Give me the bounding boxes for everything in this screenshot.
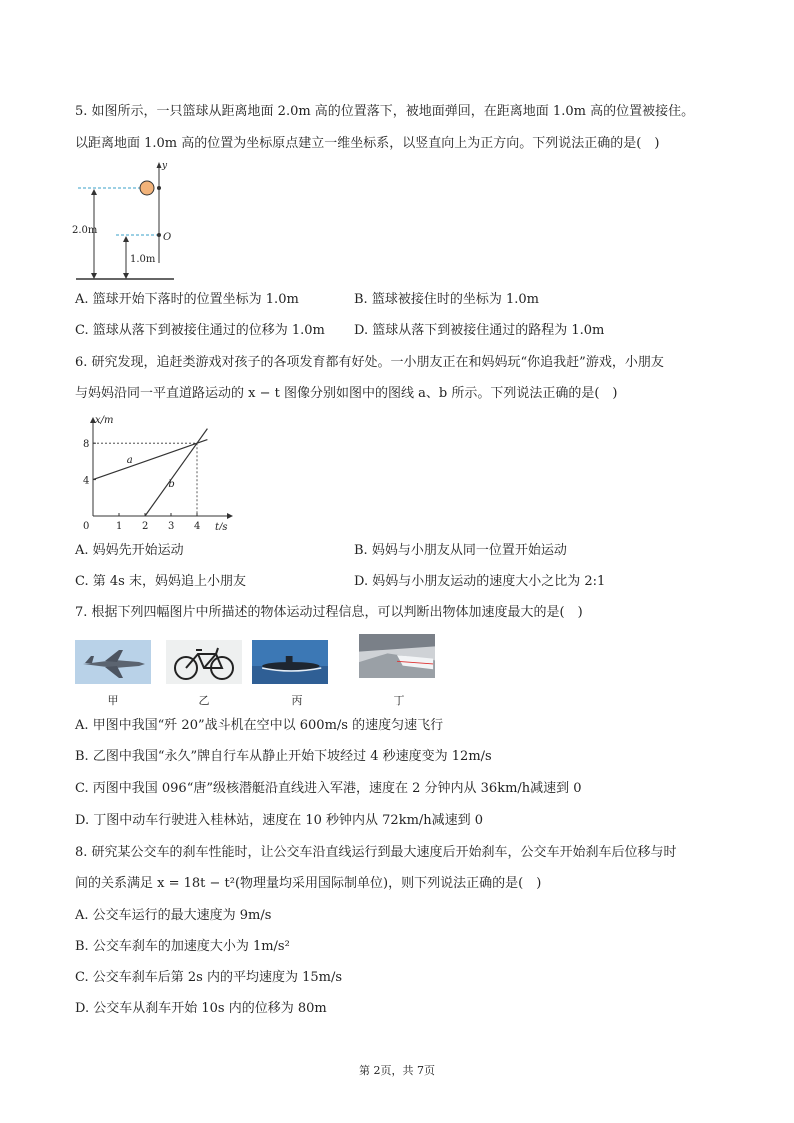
caption-bing: 丙: [291, 694, 303, 707]
series-line-b: [145, 429, 207, 516]
basketball-icon: [140, 181, 154, 195]
train-photo: [359, 634, 435, 678]
x-axis-label: t/s: [215, 522, 228, 530]
caption-jia: 甲: [107, 694, 119, 707]
q6-option-a: A. 妈妈先开始运动: [75, 543, 184, 558]
series-label-a: a: [126, 455, 133, 467]
q6-option-c: C. 第 4s 末，妈妈追上小朋友: [75, 574, 246, 589]
q8-stem-line1: 8. 研究某公交车的刹车性能时，让公交车沿直线运行到最大速度后开始刹车，公交车开始刹车后位移与时: [75, 845, 677, 860]
x-tick-label: 4: [194, 521, 201, 530]
label-origin: O: [163, 232, 172, 243]
q8-option-b: B. 公交车刹车的加速度大小为 1m/s²: [75, 939, 290, 954]
q5-basketball-figure: [70, 158, 190, 286]
bicycle-photo: [166, 640, 242, 684]
q7-stem: 7. 根据下列四幅图片中所描述的物体运动过程信息，可以判断出物体加速度最大的是( ): [75, 605, 583, 620]
x-tick-label: 3: [168, 521, 175, 530]
x-tick-label: 1: [116, 521, 123, 530]
q6-xt-chart: [75, 410, 245, 530]
q6-stem-line2: 与妈妈沿同一平直道路运动的 x − t 图像分别如图中的图线 a、b 所示。下列说法正确的是( ): [75, 386, 618, 401]
q6-option-b: B. 妈妈与小朋友从同一位置开始运动: [354, 543, 567, 558]
y-axis-label: x/m: [95, 415, 114, 426]
q6-stem-line1: 6. 研究发现，追赶类游戏对孩子的各项发育都有好处。一小朋友正在和妈妈玩“你追我赶”游戏，小朋友: [75, 355, 664, 370]
q5-option-b: B. 篮球被接住时的坐标为 1.0m: [354, 292, 539, 307]
q6-option-d: D. 妈妈与小朋友运动的速度大小之比为 2:1: [354, 574, 606, 589]
x-axis-arrow: [227, 513, 233, 519]
q5-stem-line2: 以距离地面 1.0m 高的位置为坐标原点建立一维坐标系，以竖直向上为正方向。下列说法正确的是( ): [75, 136, 660, 151]
submarine-photo: [252, 640, 328, 684]
series-line-a: [93, 440, 207, 480]
q5-option-d: D. 篮球从落下到被接住通过的路程为 1.0m: [354, 323, 605, 338]
q8-stem-line2: 间的关系满足 x = 18t − t²(物理量均采用国际制单位)，则下列说法正确的是( ): [75, 876, 542, 891]
q7-option-b: B. 乙图中我国“永久”牌自行车从静止开始下坡经过 4 秒速度变为 12m/s: [75, 749, 492, 764]
q7-option-a: A. 甲图中我国“歼 20”战斗机在空中以 600m/s 的速度匀速飞行: [75, 718, 444, 733]
q8-option-d: D. 公交车从刹车开始 10s 内的位移为 80m: [75, 1001, 327, 1016]
caption-ding: 丁: [393, 694, 405, 707]
y-tick-label: 4: [83, 475, 90, 487]
label-1m: 1.0m: [130, 254, 156, 265]
x-tick-label: 0: [83, 521, 90, 530]
q5-option-c: C. 篮球从落下到被接住通过的位移为 1.0m: [75, 323, 325, 338]
q5-option-a: A. 篮球开始下落时的位置坐标为 1.0m: [75, 292, 299, 307]
series-label-b: b: [168, 478, 175, 490]
q5-stem-line1: 5. 如图所示，一只篮球从距离地面 2.0m 高的位置落下，被地面弹回，在距离地面 1.0m 高的位置被接住。: [75, 104, 695, 119]
q8-option-c: C. 公交车刹车后第 2s 内的平均速度为 15m/s: [75, 970, 343, 985]
label-y: y: [162, 161, 168, 171]
caption-yi: 乙: [198, 694, 210, 707]
x-tick-label: 2: [142, 521, 149, 530]
q7-option-c: C. 丙图中我国 096“唐”级核潜艇沿直线进入军港，速度在 2 分钟内从 36km/h减速到 0: [75, 781, 582, 796]
q7-option-d: D. 丁图中动车行驶进入桂林站，速度在 10 秒钟内从 72km/h减速到 0: [75, 813, 484, 828]
label-2m: 2.0m: [72, 225, 98, 236]
q8-option-a: A. 公交车运行的最大速度为 9m/s: [75, 908, 272, 923]
y-tick-label: 8: [83, 439, 90, 451]
page-footer: 第 2页，共 7页: [359, 1064, 435, 1077]
fighter-jet-photo: [75, 640, 151, 684]
